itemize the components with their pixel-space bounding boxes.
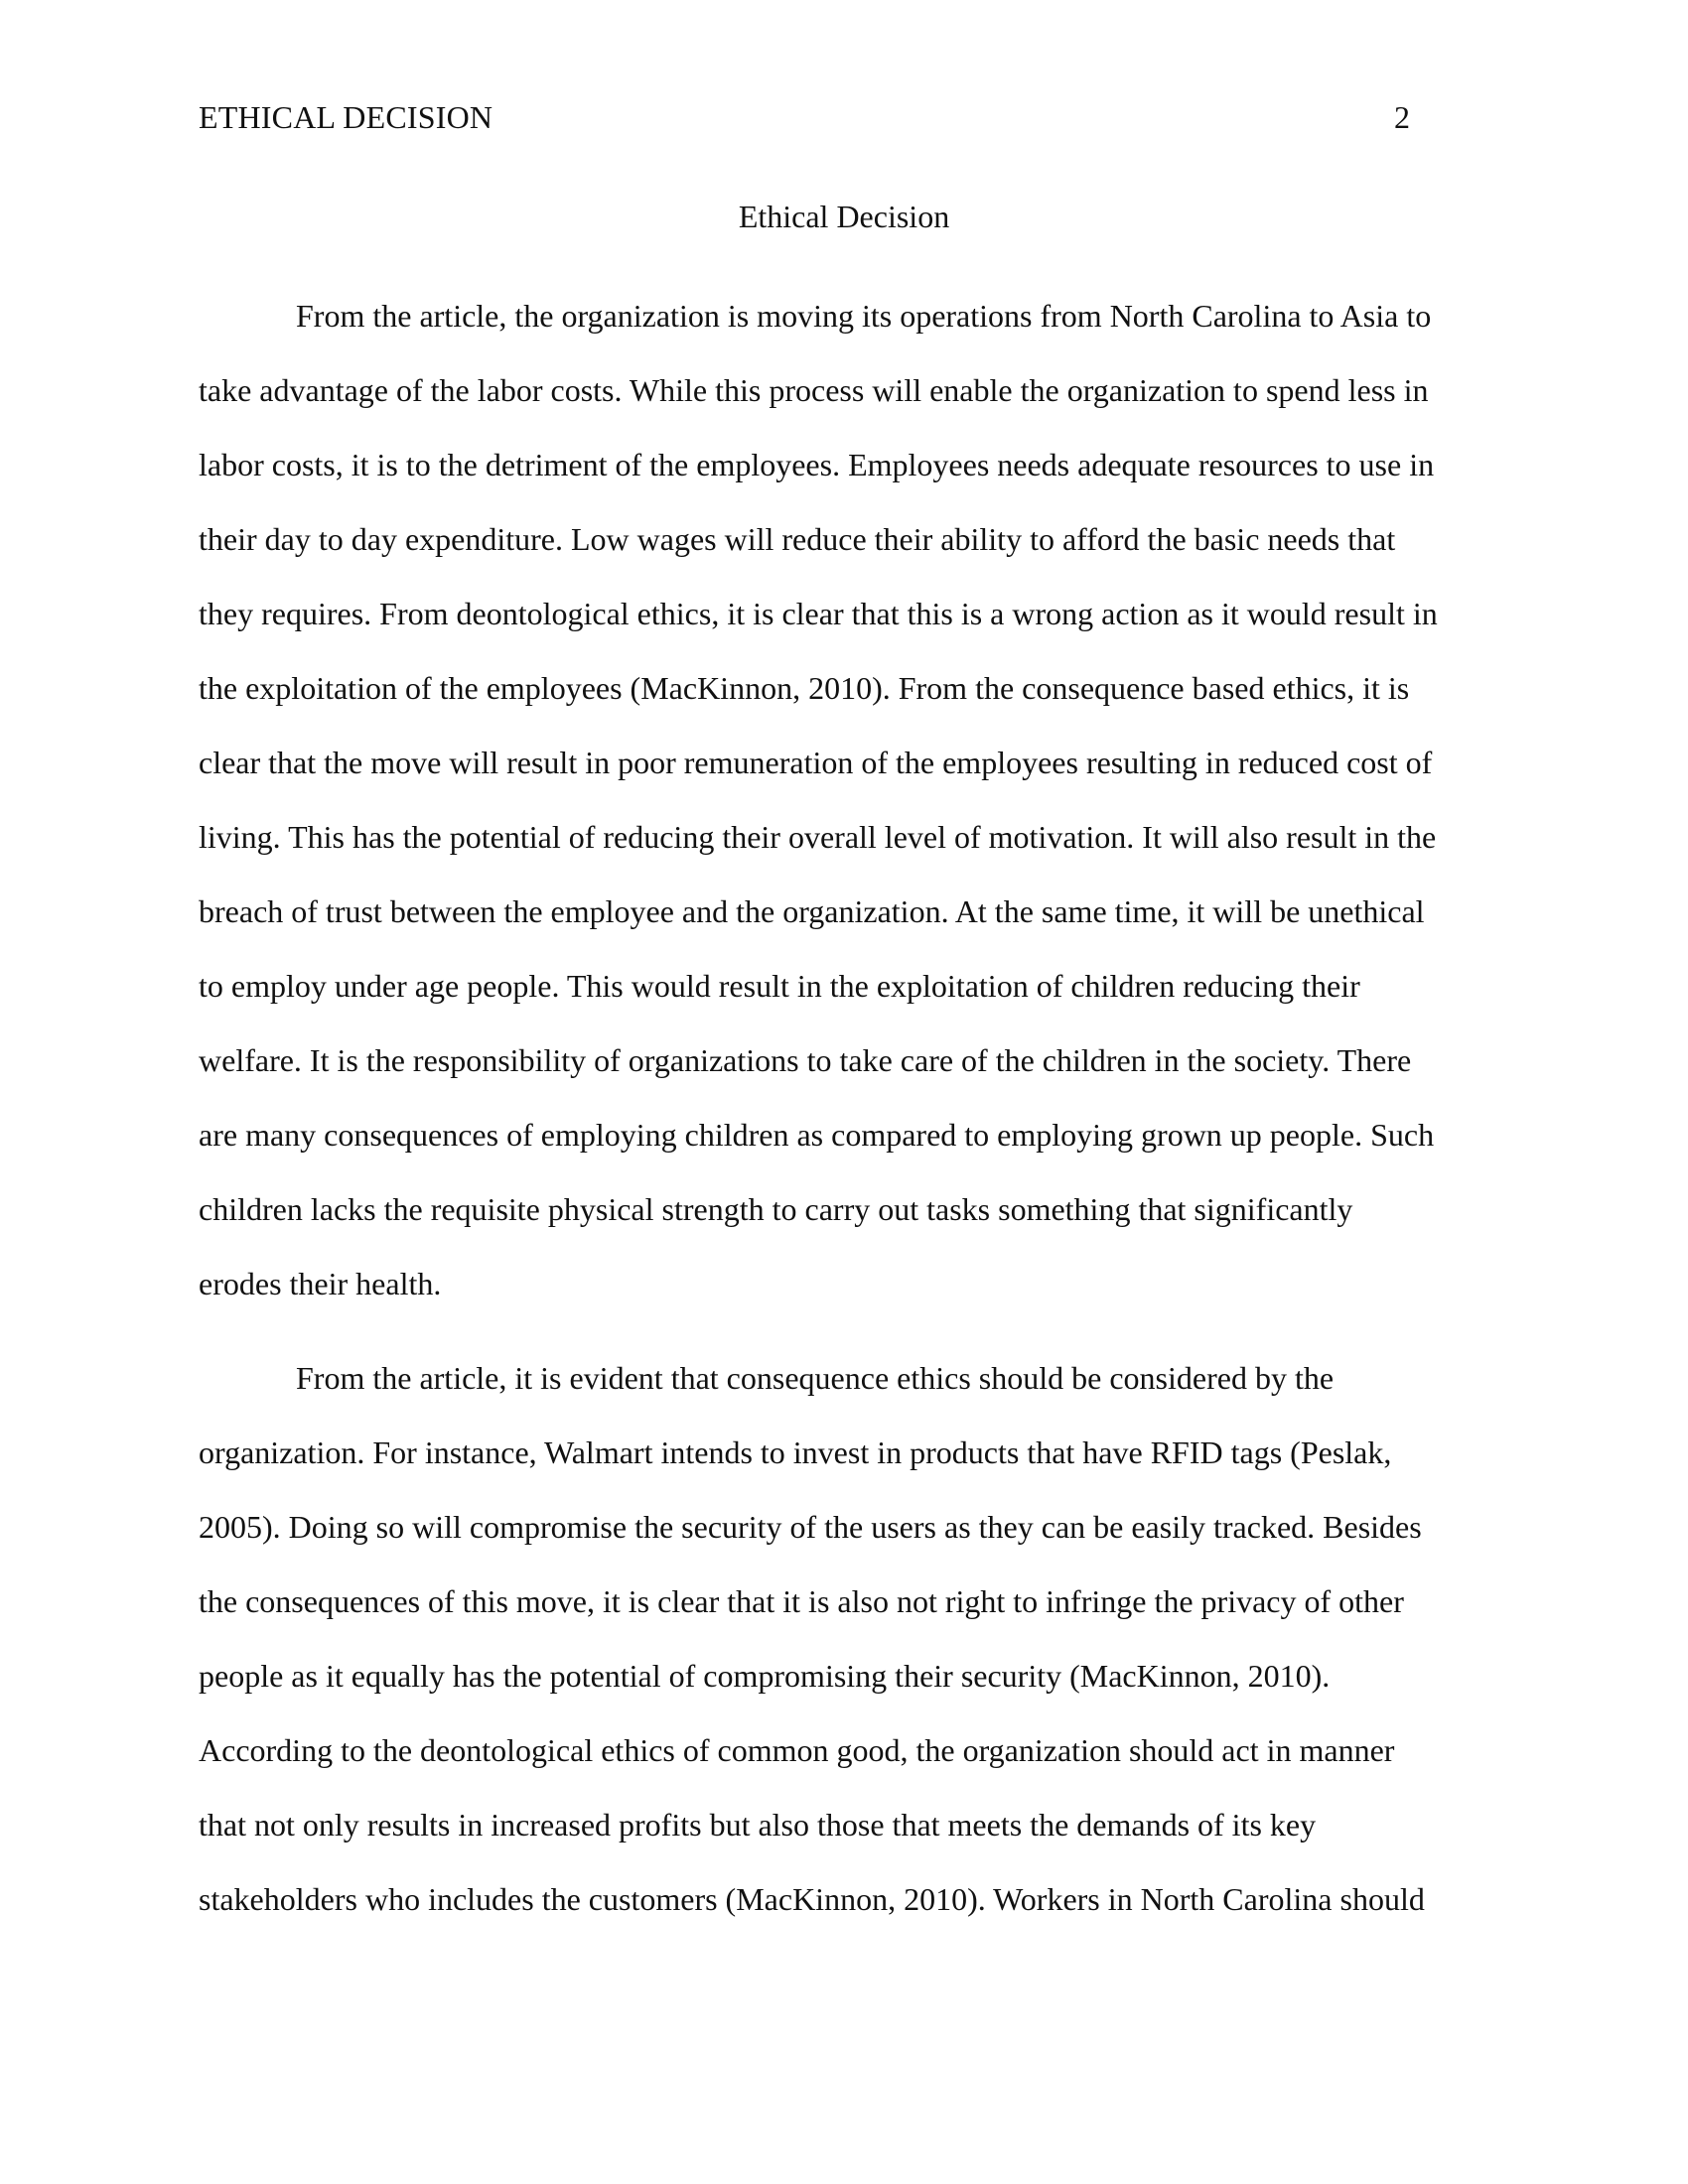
paragraph-1-line: children lacks the requisite physical strength to carry out tasks something that significantly — [199, 1191, 1353, 1227]
paragraph-2-line: stakeholders who includes the customers (MacKinnon, 2010). Workers in North Carolina should — [199, 1881, 1425, 1917]
paragraph-1-line: labor costs, it is to the detriment of the employees. Employees needs adequate resources to use in — [199, 447, 1435, 482]
paragraph-1-line: to employ under age people. This would result in the exploitation of children reducing their — [199, 968, 1360, 1004]
paragraph-1-line: welfare. It is the responsibility of organizations to take care of the children in the society. There — [199, 1042, 1412, 1078]
paragraph-1-line: erodes their health. — [199, 1266, 442, 1301]
paragraph-1-line: living. This has the potential of reducing their overall level of motivation. It will also result in the — [199, 819, 1437, 855]
paragraph-1-line: are many consequences of employing children as compared to employing grown up people. Such — [199, 1117, 1435, 1153]
page-number: 2 — [1394, 99, 1410, 135]
paragraph-2-line: According to the deontological ethics of common good, the organization should act in manner — [199, 1732, 1395, 1768]
paragraph-1-line: they requires. From deontological ethics, it is clear that this is a wrong action as it would result in — [199, 596, 1438, 631]
page-title: Ethical Decision — [738, 199, 950, 234]
paragraph-1-line: clear that the move will result in poor remuneration of the employees resulting in reduced cost of — [199, 745, 1433, 780]
paragraph-2-line: people as it equally has the potential of compromising their security (MacKinnon, 2010). — [199, 1658, 1331, 1694]
paragraph-1-line: their day to day expenditure. Low wages will reduce their ability to afford the basic needs that — [199, 521, 1396, 557]
paragraph-1-line: From the article, the organization is moving its operations from North Carolina to Asia to — [296, 298, 1432, 334]
paragraph-1-line: the exploitation of the employees (MacKinnon, 2010). From the consequence based ethics, it is — [199, 670, 1410, 706]
paragraph-2-line: 2005). Doing so will compromise the security of the users as they can be easily tracked. Besides — [199, 1509, 1422, 1545]
paragraph-1-line: take advantage of the labor costs. While this process will enable the organization to spend less in — [199, 372, 1429, 408]
paragraph-2-line: organization. For instance, Walmart intends to invest in products that have RFID tags (Peslak, — [199, 1434, 1392, 1470]
paragraph-1-line: breach of trust between the employee and the organization. At the same time, it will be unethical — [199, 893, 1425, 929]
paragraph-2-line: the consequences of this move, it is clear that it is also not right to infringe the privacy of other — [199, 1583, 1404, 1619]
paragraph-2-line: that not only results in increased profits but also those that meets the demands of its key — [199, 1807, 1317, 1843]
running-head: ETHICAL DECISION — [199, 99, 493, 135]
paragraph-2-line: From the article, it is evident that consequence ethics should be considered by the — [296, 1360, 1335, 1396]
